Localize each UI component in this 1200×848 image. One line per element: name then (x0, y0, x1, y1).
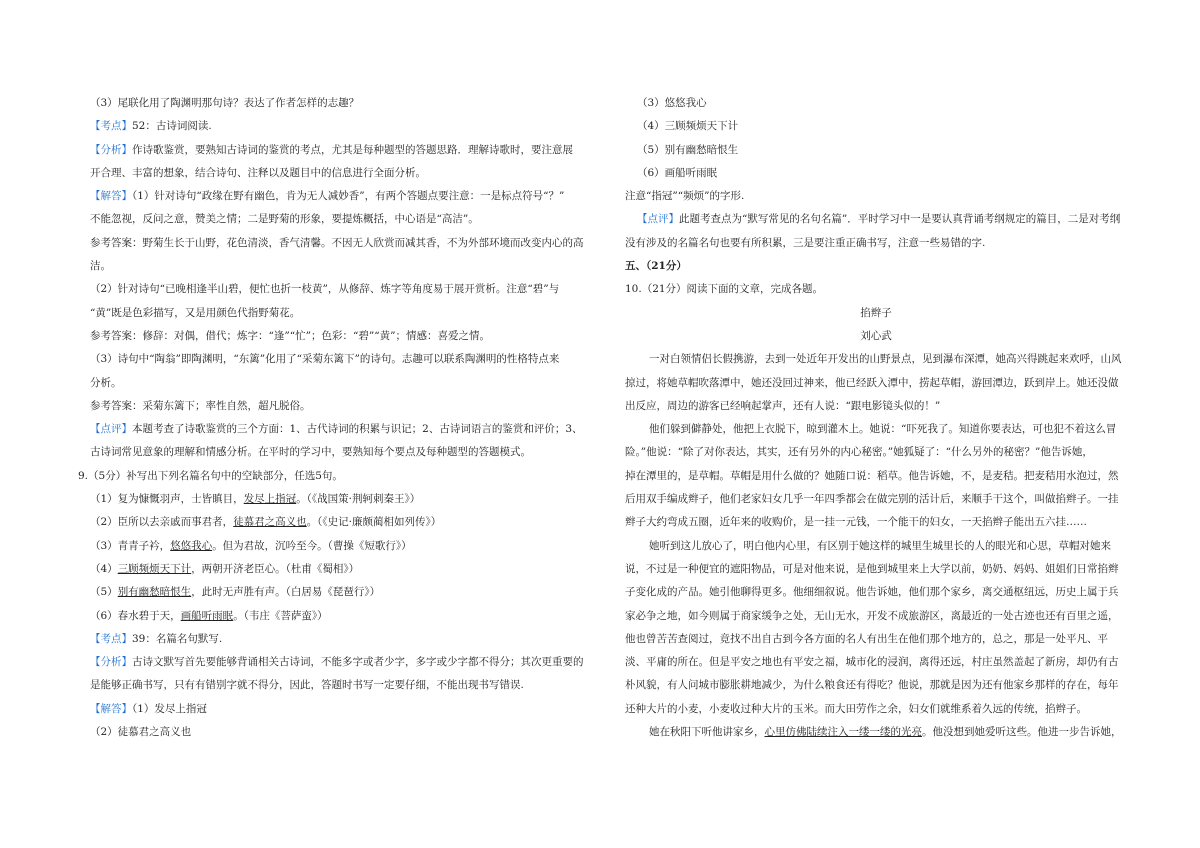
left-text-line (78, 325, 592, 348)
left-text-line (78, 488, 592, 511)
right-text-line (625, 92, 1127, 115)
line-text: 注意“指冠”“频烦”的字形. (625, 190, 745, 203)
right-text-line (625, 302, 1127, 325)
left-text-line (78, 581, 592, 604)
right-text-line (625, 558, 1127, 581)
left-text-line (78, 115, 592, 138)
left-text-line (78, 395, 592, 418)
left-text-line (78, 208, 592, 231)
line-text: 他也曾苦苦查阅过，竟找不出自古到今各方面的名人有出生在他们那个地方的，总之，那是一处平凡、平 (625, 632, 1108, 645)
line-text: 辫子大约弯成五圈，近年来的收购价，是一挂一元钱，一个能干的妇女，一天掐辫子能出五六挂…… (625, 516, 1087, 529)
right-text-line (625, 651, 1127, 674)
line-text: 朴风貌，有人问城市膨胀耕地减少，为什么粮食还有得吃？他说，那就是因为还有他家乡那样的存在，每年 (625, 679, 1119, 692)
left-text-line (78, 278, 592, 301)
right-text-line (625, 372, 1127, 395)
line-text: 。（《战国策·荆轲刺秦王》） (296, 493, 421, 506)
right-text-line (625, 139, 1127, 162)
right-text-line (625, 535, 1127, 558)
left-text-line (78, 441, 592, 464)
underlined-answer: 发尽上指冠 (243, 493, 297, 506)
right-text-line (625, 721, 1127, 744)
left-column (78, 92, 592, 744)
right-text-line (625, 232, 1127, 255)
section-tag: 【点评】 (637, 213, 679, 226)
left-text-line (78, 628, 592, 651)
right-text-line (625, 278, 1127, 301)
line-text: （5）别有幽愁暗恨生 (637, 143, 739, 156)
right-text-line (625, 674, 1127, 697)
right-text-line (625, 441, 1127, 464)
line-text: 分析。 (90, 376, 122, 389)
right-text-line (625, 395, 1127, 418)
right-text-line (625, 628, 1127, 651)
line-text: 9.（5分）补写出下列名篇名句中的空缺部分，任选5句。 (78, 469, 343, 482)
line-text: （6）画船听雨眠 (637, 166, 718, 179)
right-text-line (625, 208, 1127, 231)
line-text: 39：名篇名句默写. (132, 632, 223, 645)
line-text: 不能忽视，反问之意，赞美之情；二是野菊的形象，要提炼概括，中心语是“高洁”。 (90, 213, 479, 226)
left-text-line (78, 535, 592, 558)
left-text-line (78, 651, 592, 674)
line-text: 一对白领情侣长假携游，去到一处近年开发出的山野景点，见到瀑布深潭，她高兴得跳起来欢呼，山风 (649, 353, 1122, 366)
left-text-line (78, 372, 592, 395)
line-text: （3）悠悠我心 (637, 97, 707, 109)
line-text: 本题考查了诗歌鉴赏的三个方面：1、古代诗词的积累与识记；2、古诗词语言的鉴赏和评价；3、 (132, 423, 583, 436)
line-text: 。他没想到她爱听这些。他进一步告诉她， (922, 726, 1122, 739)
line-text: “黄”既是色彩描写，又是用颜色代指野菊花。 (90, 306, 301, 319)
left-text-line (78, 511, 592, 534)
left-text-line (78, 674, 592, 697)
line-text: 他们躲到僻静处，他把上衣脱下，晾到灌木上。她说：“吓死我了。知道你要表达，可也犯不着这么冒 (649, 423, 1117, 436)
left-text-line (78, 139, 592, 162)
section-tag: 【考点】 (90, 120, 132, 133)
right-text-line (625, 162, 1127, 185)
line-text: 参考答案：采菊东篱下；率性自然，超凡脱俗。 (90, 399, 311, 412)
right-text-line (625, 418, 1127, 441)
line-text: （5） (90, 586, 118, 599)
section-tag: 【分析】 (90, 656, 132, 669)
left-text-line (78, 558, 592, 581)
line-text: 五、（21分） (625, 260, 687, 273)
line-text: 还种大片的小麦，小麦收过种大片的玉米。而大田劳作之余，妇女们就维系着久远的传统，掐辫子。 (625, 702, 1087, 715)
right-text-line (625, 488, 1127, 511)
line-text: 后用双手编成辫子，他们老家妇女几乎一年四季都会在做完别的活计后，来顺手干这个，叫做掐辫子。一挂 (625, 493, 1119, 506)
line-text: （1）针对诗句“政缘在野有幽色，肯为无人减妙香”，有两个答题点要注意：一是标点符号“？” (132, 190, 565, 203)
right-text-line (625, 465, 1127, 488)
line-text: 险。”他说：“除了对你表达，其实，还有另外的内心秘密。”她狐疑了：“什么另外的秘密？”他告诉她， (625, 446, 1093, 459)
right-text-line (625, 511, 1127, 534)
left-text-line (78, 232, 592, 255)
line-text: （1）复为慷慨羽声，士皆瞋目， (90, 493, 244, 506)
left-text-line (78, 92, 592, 115)
line-text: 古诗词常见意象的理解和情感分析。在平时的学习中，要熟知每个要点及每种题型的答题模式。 (90, 446, 531, 459)
line-text: 刘心武 (860, 329, 892, 342)
line-text: 淡、平庸的所在。但是平安之地也有平安之福，城市化的浸润，离得还远，村庄虽然盖起了新房，却仍有古 (625, 656, 1119, 669)
line-text: （2）徒慕君之高义也 (90, 726, 192, 739)
line-text: 参考答案：野菊生长于山野，花色清淡，香气清馨。不因无人欣赏而减其香，不为外部环境而改变内心的高 (90, 236, 584, 249)
right-text-line (625, 115, 1127, 138)
underlined-answer: 徒慕君之高义也 (233, 516, 307, 529)
section-tag: 【解答】 (90, 190, 132, 203)
underlined-answer: 画船听雨眠 (180, 609, 234, 622)
line-text: ，两朝开济老臣心。（杜甫《蜀相》） (191, 562, 360, 575)
underlined-answer: 别有幽愁暗恨生 (117, 586, 192, 599)
left-text-line (78, 721, 592, 744)
section-tag: 【分析】 (90, 143, 132, 156)
right-text-line (625, 348, 1127, 371)
right-text-line (625, 698, 1127, 721)
section-tag: 【考点】 (90, 632, 132, 645)
line-text: （3）青青子衿， (90, 539, 171, 552)
line-text: ，此时无声胜有声。（白居易《琵琶行》） (191, 586, 381, 599)
right-text-line (625, 185, 1127, 208)
line-text: 她在秋阳下听他讲家乡， (649, 726, 765, 739)
right-column (625, 92, 1127, 744)
line-text: 她听到这儿放心了，明白他内心里，有区别于她这样的城里生城里长的人的眼光和心思，草帽对她来 (649, 539, 1111, 552)
line-text: 出反应，周边的游客已经响起掌声，还有人说：“跟电影镜头似的！” (625, 399, 941, 412)
line-text: 家必争之地，如今则属于商家缓争之处，无山无水，开发不成旅游区，离最近的一处古迹也还有百里之遥， (625, 609, 1119, 622)
left-text-line (78, 255, 592, 278)
left-text-line (78, 162, 592, 185)
left-text-line (78, 185, 592, 208)
line-text: 古诗文默写首先要能够背诵相关古诗词，不能多字或者少字，多字或少字都不得分；其次更重要的 (132, 656, 584, 669)
line-text: 说，不过是一种便宜的遮阳物品，可是对他来说，是他到城里来上大学以前，奶奶、妈妈、姐姐们日常掐辫 (625, 562, 1119, 575)
line-text: （3）诗句中“陶翁”即陶渊明，“东篱”化用了“采菊东篱下”的诗句。志趣可以联系陶渊明的性格特点来 (90, 353, 560, 366)
line-text: 此题考查点为“默写常见的名句名篇”．平时学习中一是要认真背诵考纲规定的篇目，二是对考纲 (679, 213, 1121, 226)
section-tag: 【解答】 (90, 702, 132, 715)
left-text-line (78, 465, 592, 488)
section-tag: 【点评】 (90, 423, 132, 436)
line-text: 没有涉及的名篇名句也要有所积累，三是要注重正确书写，注意一些易错的字. (625, 236, 986, 249)
right-text-line (625, 325, 1127, 348)
left-text-line (78, 302, 592, 325)
line-text: 52：古诗词阅读. (132, 120, 212, 133)
right-text-line (625, 605, 1127, 628)
line-text: （6）春水碧于天， (90, 609, 181, 622)
line-text: 。（《史记·廉颇蔺相如列传》） (306, 516, 442, 529)
line-text: （3）尾联化用了陶渊明那句诗？表达了作者怎样的志趣？ (90, 97, 360, 109)
line-text: （4）三顾频烦天下计 (637, 120, 739, 133)
underlined-answer: 三顾频烦天下计 (117, 562, 192, 575)
line-text: 10.（21分）阅读下面的文章，完成各题。 (625, 283, 824, 296)
right-text-line (625, 255, 1127, 278)
line-text: 是能够正确书写，只有有错别字就不得分，因此，答题时书写一定要仔细，不能出现书写错误. (90, 679, 524, 692)
line-text: 子变化成的产品。她引他聊得更多。他细细叙说。他告诉她，他们那个家乡，离交通枢纽远，历史上属于兵 (625, 586, 1119, 599)
line-text: （1）发尽上指冠 (132, 702, 207, 715)
line-text: 。（韦庄《菩萨蛮》） (233, 609, 328, 622)
line-text: （2）臣所以去亲戚而事君者， (90, 516, 234, 529)
line-text: 掠过，将她草帽吹落潭中，她还没回过神来，他已经跃入潭中，捞起草帽，游回潭边，跃到岸上。她还没做 (625, 376, 1119, 389)
line-text: （4） (90, 562, 118, 575)
underlined-answer: 心里仿佛陆续注入一缕一缕的光亮 (764, 726, 922, 739)
line-text: 掉在潭里的，是草帽。草帽是用什么做的？她随口说：稻草。他告诉她，不，是麦秸。把麦秸用水泡过，然 (625, 469, 1119, 482)
line-text: 掐辫子 (860, 306, 892, 319)
line-text: 参考答案：修辞：对偶，借代；炼字：“逢”“忙”；色彩：“碧”“黄”；情感：喜爱之情。 (90, 329, 490, 342)
line-text: 作诗歌鉴赏，要熟知古诗词的鉴赏的考点，尤其是每种题型的答题思路．理解诗歌时，要注意展 (132, 143, 573, 156)
underlined-answer: 悠悠我心 (170, 539, 213, 552)
line-text: 。但为君故，沉吟至今。（曹操《短歌行》） (212, 539, 412, 552)
left-text-line (78, 605, 592, 628)
right-text-line (625, 581, 1127, 604)
left-text-line (78, 418, 592, 441)
line-text: 开合理、丰富的想象，结合诗句、注释以及题目中的信息进行全面分析。 (90, 166, 426, 179)
left-text-line (78, 348, 592, 371)
line-text: （2）针对诗句“已晚相逢半山碧，便忙也折一枝黄”，从修辞、炼字等角度易于展开赏析。注意“碧”与 (90, 283, 560, 296)
left-text-line (78, 698, 592, 721)
line-text: 洁。 (90, 260, 111, 273)
